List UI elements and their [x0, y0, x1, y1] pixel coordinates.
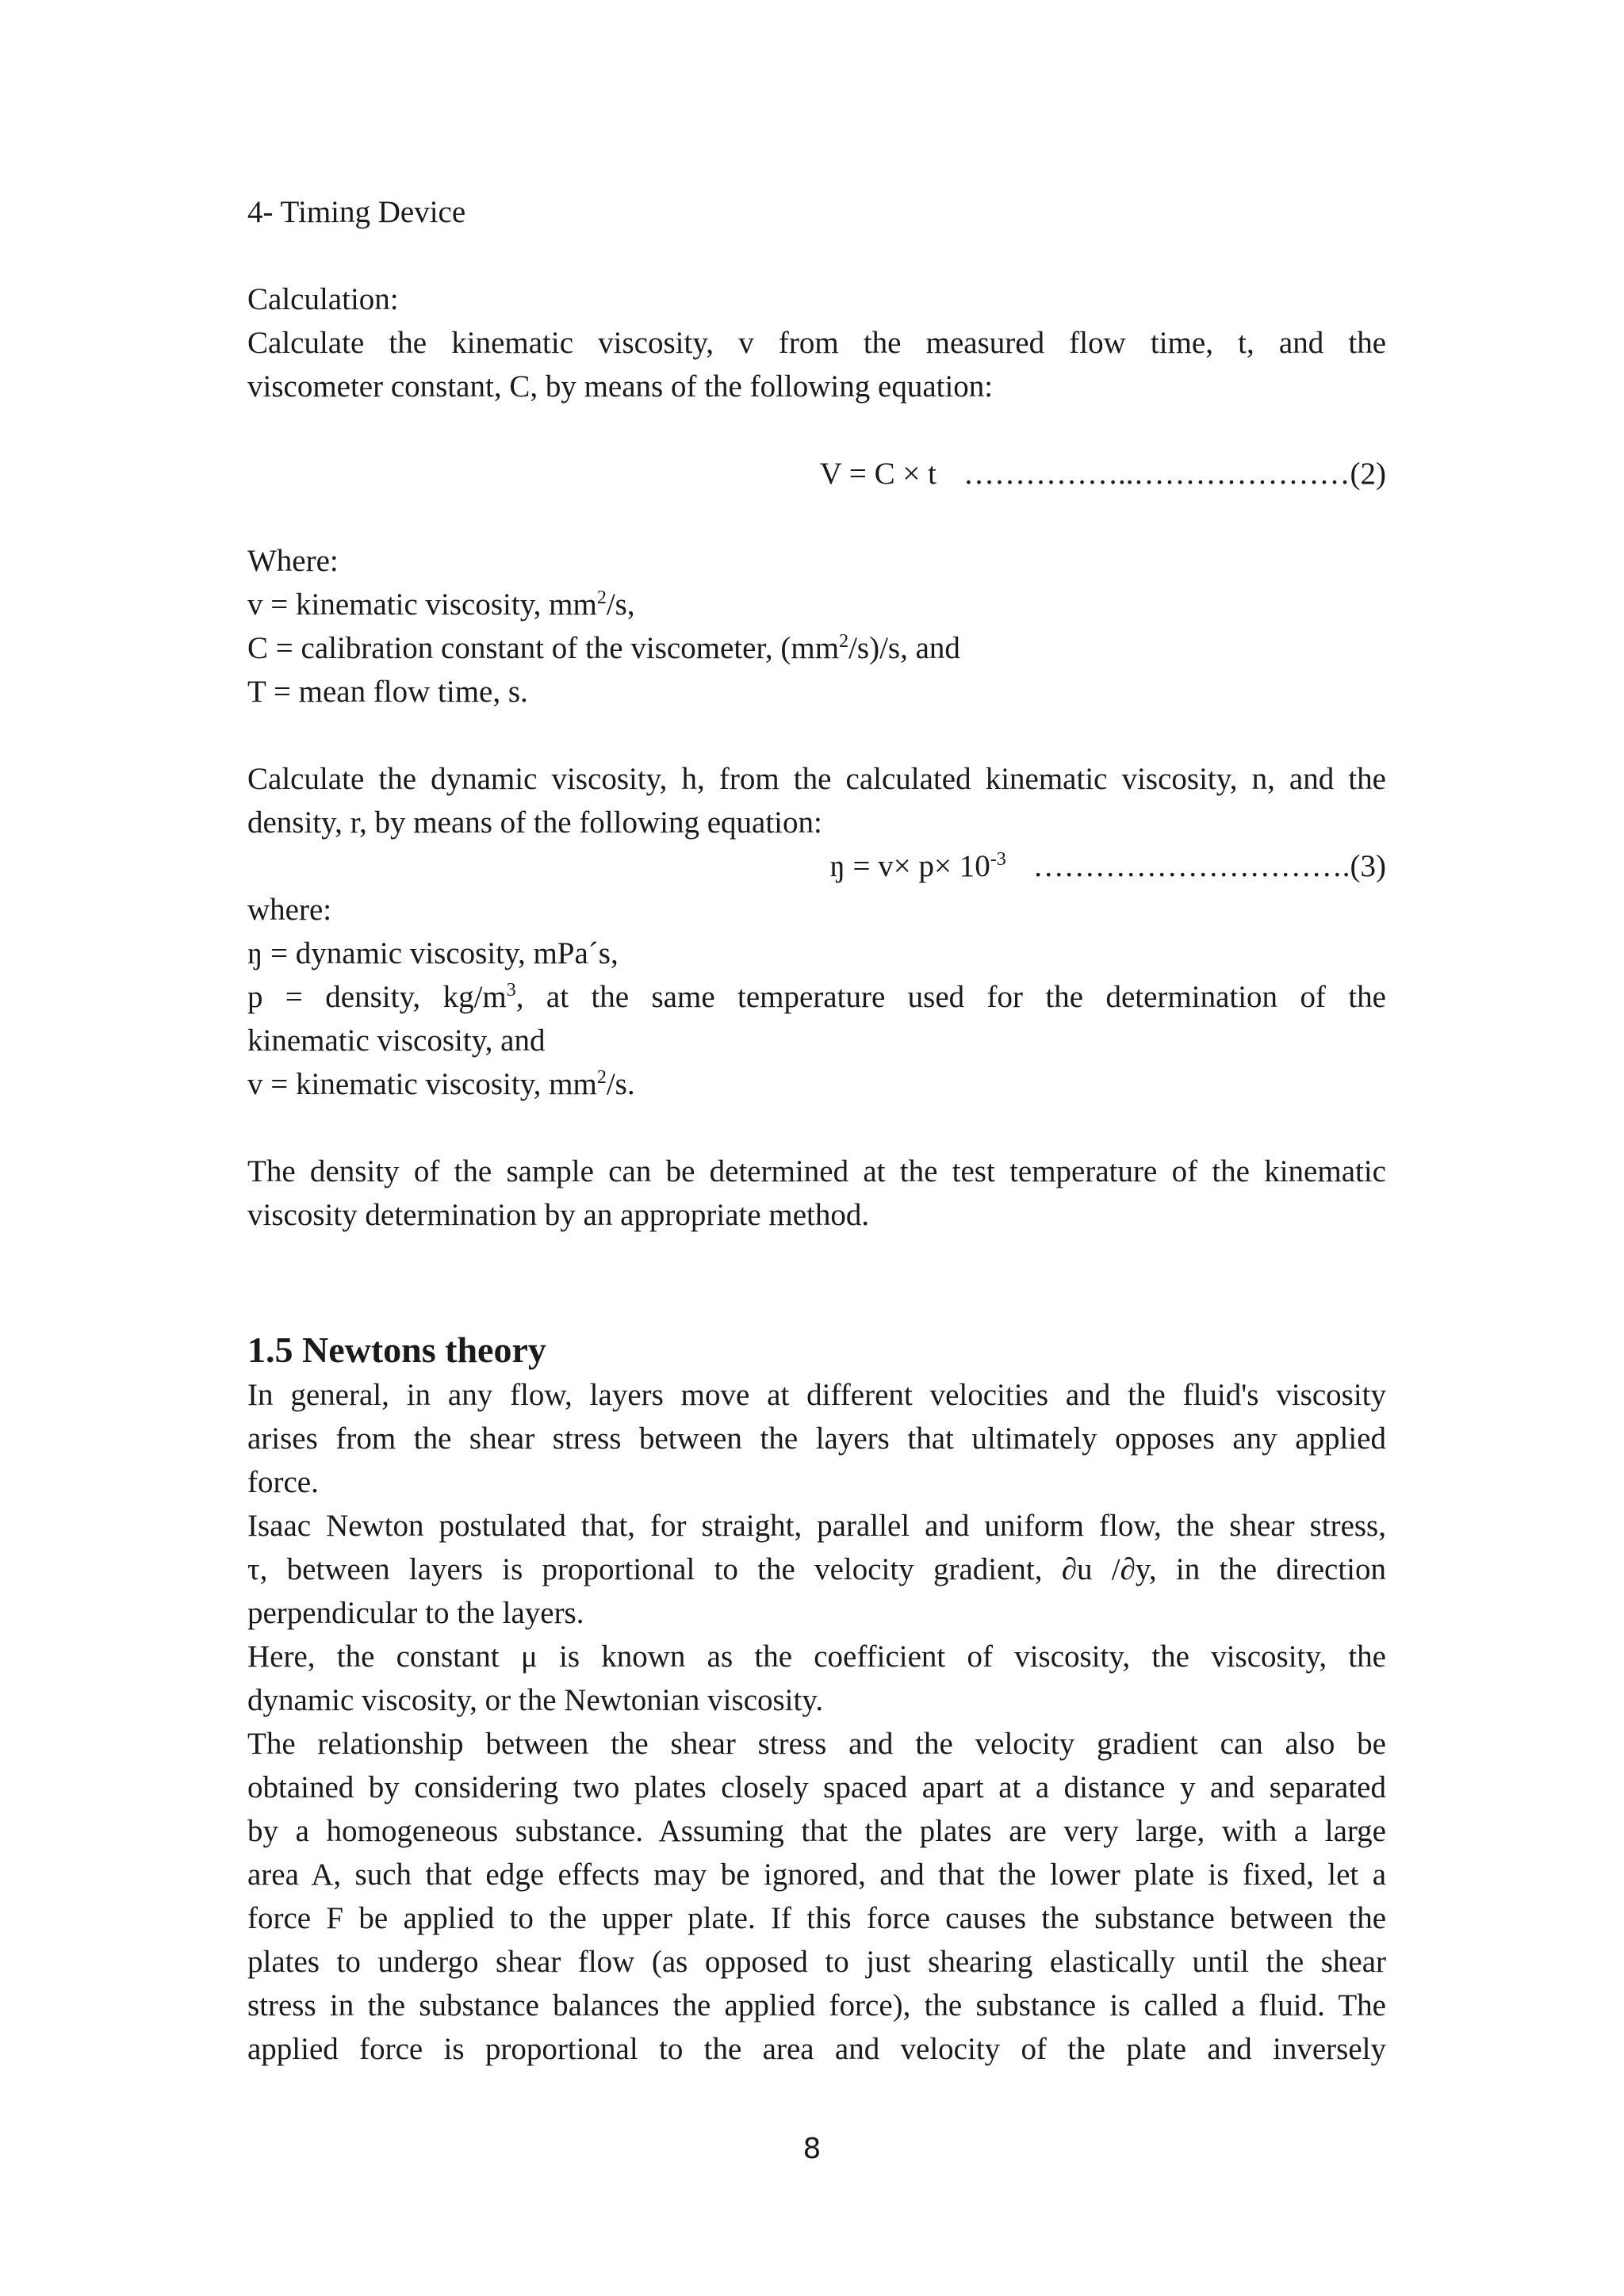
section-paragraph-line: plates to undergo shear flow (as opposed to just shearing elastically until the shear: [247, 1945, 1386, 1979]
section-body: [247, 1373, 1386, 2071]
eta-definition: ŋ = dynamic viscosity, mPa´s,: [247, 936, 619, 970]
equation-3-base: ŋ = v× p× 10: [829, 849, 990, 883]
section-paragraph-line: perpendicular to the layers.: [247, 1596, 584, 1630]
v-definition-text: /s,: [606, 587, 635, 622]
equation-2: [247, 452, 1386, 496]
section-paragraph-line: force F be applied to the upper plate. If this force causes the substance between the: [247, 1901, 1386, 1935]
p-definition-text: , at the same temperature used for the determination of the: [515, 980, 1386, 1014]
equation-3-leader: ………………………….(3): [1032, 849, 1386, 883]
p-definition-text: p = density, kg/m: [247, 980, 507, 1014]
v2-definition-text: v = kinematic viscosity, mm: [247, 1067, 597, 1101]
section-paragraph-line: area A, such that edge effects may be ignored, and that the lower plate is fixed, let a: [247, 1858, 1386, 1892]
section-paragraph-line: Isaac Newton postulated that, for straight, parallel and uniform flow, the shear stress,: [247, 1509, 1386, 1543]
where-label-1: Where:: [247, 544, 339, 578]
section-paragraph-line: The relationship between the shear stress and the velocity gradient can also be: [247, 1727, 1386, 1761]
section-paragraph-line: stress in the substance balances the applied force), the substance is called a fluid. The: [247, 1988, 1386, 2022]
section-paragraph-line: arises from the shear stress between the layers that ultimately opposes any applied: [247, 1422, 1386, 1456]
section-paragraph-line: by a homogeneous substance. Assuming that the plates are very large, with a large: [247, 1814, 1386, 1848]
timing-device-line: 4- Timing Device: [247, 195, 466, 229]
v-definition-text: v = kinematic viscosity, mm: [247, 587, 597, 622]
page-number: 8: [802, 2133, 822, 2165]
c-definition-text: /s)/s, and: [848, 631, 960, 665]
equation-3-exponent: -3: [990, 849, 1006, 870]
v2-definition-text: /s.: [606, 1067, 635, 1101]
v2-definition: [247, 1062, 1386, 1106]
density-paragraph-line-2: viscosity determination by an appropriate method.: [247, 1198, 870, 1232]
superscript: 3: [506, 980, 516, 1001]
superscript: 2: [596, 1067, 607, 1088]
equation-3-expression: [829, 849, 1005, 883]
c-definition-text: C = calibration constant of the viscometer, (mm: [247, 631, 840, 665]
dynamic-paragraph-line-1: Calculate the dynamic viscosity, h, from the calculated kinematic viscosity, n, and the: [247, 762, 1386, 796]
v-definition: [247, 583, 1386, 626]
spacer: [247, 1237, 1386, 1324]
density-paragraph-line-1: The density of the sample can be determined at the test temperature of the kinematic: [247, 1154, 1386, 1188]
calculation-paragraph-line-1: Calculate the kinematic viscosity, v from the measured flow time, t, and the: [247, 326, 1386, 360]
equation-2-leader: ……………..…………………(2): [963, 457, 1386, 491]
superscript: 2: [839, 631, 849, 652]
p-definition: [247, 975, 1386, 1019]
dynamic-paragraph-line-2: density, r, by means of the following equation:: [247, 806, 822, 840]
spacer: [247, 1106, 1386, 1150]
spacer: [247, 496, 1386, 539]
spacer: [247, 408, 1386, 452]
equation-2-expression: V = C × t: [819, 457, 937, 491]
section-paragraph-line: In general, in any flow, layers move at different velocities and the fluid's viscosity: [247, 1378, 1386, 1412]
section-paragraph-line: obtained by considering two plates closely spaced apart at a distance y and separated: [247, 1770, 1386, 1804]
calculation-heading: Calculation:: [247, 282, 399, 316]
calculation-paragraph-line-2: viscometer constant, C, by means of the following equation:: [247, 369, 994, 404]
section-paragraph-line: dynamic viscosity, or the Newtonian viscosity.: [247, 1683, 824, 1717]
section-heading: 1.5 Newtons theory: [247, 1330, 546, 1370]
p-definition-continued: kinematic viscosity, and: [247, 1024, 546, 1058]
section-paragraph-line: Here, the constant μ is known as the coefficient of viscosity, the viscosity, the: [247, 1640, 1386, 1674]
section-paragraph-line: force.: [247, 1465, 319, 1499]
section-paragraph-line: τ, between layers is proportional to the velocity gradient, ∂u /∂y, in the direction: [247, 1552, 1386, 1586]
t-definition: T = mean flow time, s.: [247, 675, 528, 709]
document-page: [247, 190, 1386, 2071]
superscript: 2: [596, 587, 607, 608]
where-label-2: where:: [247, 893, 332, 927]
spacer: [247, 714, 1386, 757]
section-paragraph-line: applied force is proportional to the area and velocity of the plate and inversely: [247, 2032, 1386, 2066]
spacer: [247, 234, 1386, 277]
c-definition: [247, 626, 1386, 670]
equation-3: [247, 844, 1386, 888]
